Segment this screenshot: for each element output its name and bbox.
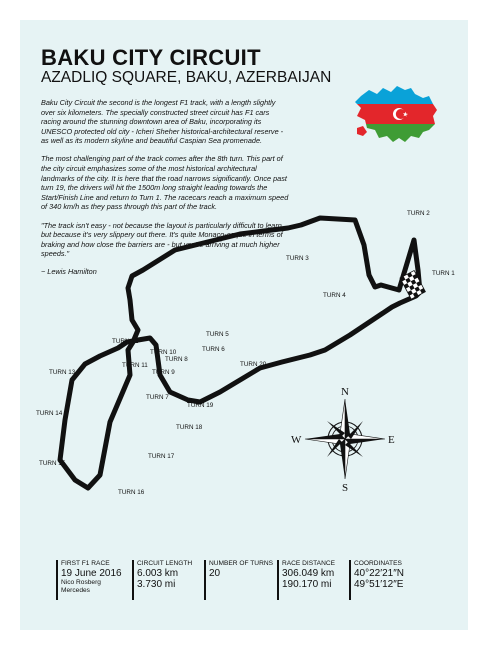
turn-label-16: TURN 16	[118, 489, 145, 496]
turn-label-11: TURN 11	[122, 362, 148, 369]
circuit-length-km: 6.003 km	[137, 568, 179, 579]
turn-label-2: TURN 2	[407, 210, 430, 217]
stats-bar	[56, 560, 446, 602]
circuit-length-mi: 3.730 mi	[137, 579, 176, 590]
first-race-label: FIRST F1 RACE	[61, 560, 110, 567]
coordinates-lon: 49°51′12″E	[354, 579, 404, 590]
first-race-winner: Nico Rosberg	[61, 579, 101, 586]
coordinates-label: COORDINATES	[354, 560, 402, 567]
poster	[20, 20, 468, 630]
description-paragraph-1: Baku City Circuit the second is the longest F1 track, with a length slightly over six kilometers. The specially constructed street circuit has F1 cars racing around the stunning downtown area of Baku, incorporating its UNESCO protected old city - Icheri Sheher historical-architectural reserve - as well as its modern skyline and beautiful Caspian Sea promenade.	[41, 98, 284, 146]
turn-label-5: TURN 5	[206, 331, 229, 338]
circuit-length-cell	[132, 560, 202, 600]
turn-label-19: TURN 19	[187, 402, 214, 409]
turns-cell	[204, 560, 276, 600]
first-race-cell	[56, 560, 128, 600]
description-paragraph-2: The most challenging part of the track comes after the 8th turn. This part of the city circuit emphasizes some of the most historical architectural landmarks of the city. It is here that the road narrows significantly. Once past turn 19, the drivers will hit the 1500m long straight leading towards the Start/Finish Line and return to Turn 1. The racecars reach a maximum speed of 340 km/h as they pass through this part of the track.	[41, 154, 289, 212]
race-distance-cell	[277, 560, 349, 600]
circuit-length-label: CIRCUIT LENGTH	[137, 560, 193, 567]
compass-east: E	[388, 434, 395, 446]
turn-label-20: TURN 20	[240, 361, 267, 368]
race-distance-mi: 190.170 mi	[282, 579, 332, 590]
circuit-track-line	[60, 218, 420, 488]
turn-label-10: TURN 10	[150, 349, 177, 356]
turn-label-9: TURN 9	[152, 369, 175, 376]
turn-label-8: TURN 8	[165, 356, 188, 363]
circuit-map	[20, 20, 468, 630]
turn-label-3: TURN 3	[286, 255, 309, 262]
compass-north: N	[341, 386, 349, 398]
turn-label-4: TURN 4	[323, 292, 346, 299]
turn-label-7: TURN 7	[146, 394, 169, 401]
quote-attribution: ~ Lewis Hamilton	[41, 267, 97, 277]
compass-west: W	[291, 434, 302, 446]
turn-label-6: TURN 6	[202, 346, 225, 353]
race-distance-label: RACE DISTANCE	[282, 560, 336, 567]
quote: "The track isn't easy - not because the layout is particularly difficult to learn but because it's very slippery out there. It's quite Monaco-esque in terms of braking and how close the barriers are - but you're arriving at much higher speeds."	[41, 220, 283, 259]
compass-rose-icon	[291, 386, 395, 494]
turn-label-18: TURN 18	[176, 424, 203, 431]
turn-label-12: TURN 12	[112, 338, 139, 345]
turn-label-14: TURN 14	[36, 410, 63, 417]
compass-south: S	[342, 482, 349, 494]
turn-label-15: TURN 15	[39, 460, 66, 467]
coordinates-lat: 40°22′21″N	[354, 568, 405, 579]
race-distance-km: 306.049 km	[282, 568, 335, 579]
first-race-date: 19 June 2016	[61, 568, 122, 579]
turns-label: NUMBER OF TURNS	[209, 560, 273, 567]
poster-title: BAKU CITY CIRCUIT	[41, 45, 261, 70]
turn-label-17: TURN 17	[148, 453, 175, 460]
coordinates-cell	[349, 560, 427, 600]
poster-subtitle: AZADLIQ SQUARE, BAKU, AZERBAIJAN	[41, 69, 332, 86]
turn-label-13: TURN 13	[49, 369, 76, 376]
turns-value: 20	[209, 568, 221, 579]
first-race-team: Mercedes	[61, 587, 90, 594]
turn-label-1: TURN 1	[432, 270, 455, 277]
